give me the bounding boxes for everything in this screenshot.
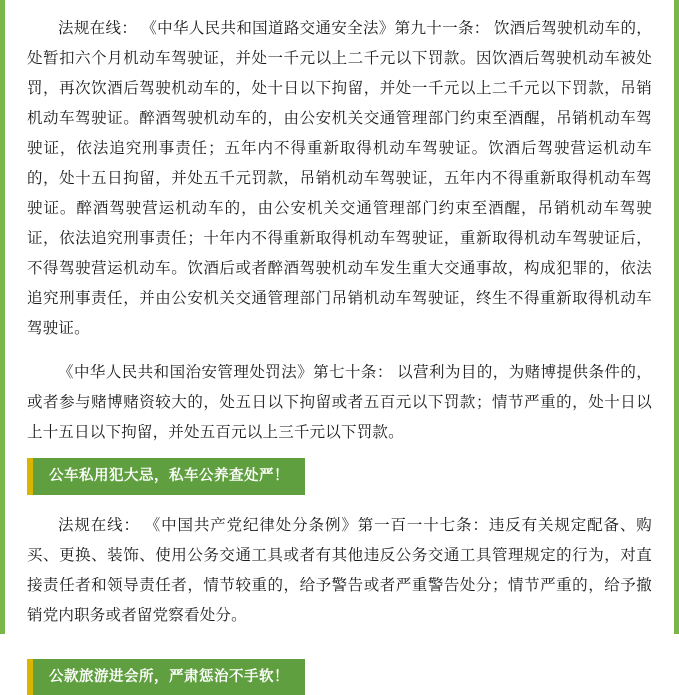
document-content bbox=[5, 0, 674, 695]
banner-spacer bbox=[27, 645, 652, 649]
banner-public-funded-tourism bbox=[27, 659, 652, 695]
banner-private-use-of-official-vehicles bbox=[27, 458, 652, 495]
banner-text-2: 公款旅游进会所，严肃惩治不手软！ bbox=[27, 659, 305, 695]
paragraph-public-security-administration-law: 《中华人民共和国治安管理处罚法》第七十条： 以营利为目的，为赌博提供条件的，或者参与赌博赌资较大的，处五日以下拘留或者五百元以下罚款；情节严重的，处十日以上十五日以下拘留，并处五百元以上三千元以下罚款。 bbox=[27, 358, 652, 448]
paragraph-road-traffic-safety-law: 法规在线： 《中华人民共和国道路交通安全法》第九十一条： 饮酒后驾驶机动车的，处暂扣六个月机动车驾驶证，并处一千元以上二千元以下罚款。因饮酒后驾驶机动车被处罚，再次饮酒后驾驶机动车的，处十日以下拘留，并处一千元以上二千元以下罚款，吊销机动车驾驶证。醉酒驾驶机动车的，由公安机关交通管理部门约束至酒醒，吊销机动车驾驶证，依法追究刑事责任；五年内不得重新取得机动车驾驶证。饮酒后驾驶营运机动车的，处十五日拘留，并处五千元罚款，吊销机动车驾驶证，五年内不得重新取得机动车驾驶证。醉酒驾驶营运机动车的，由公安机关交通管理部门约束至酒醒，吊销机动车驾驶证，依法追究刑事责任；十年内不得重新取得机动车驾驶证，重新取得机动车驾驶证后，不得驾驶营运机动车。饮酒后或者醉酒驾驶机动车发生重大交通事故，构成犯罪的，依法追究刑事责任，并由公安机关交通管理部门吊销机动车驾驶证，终生不得重新取得机动车驾驶证。 bbox=[27, 14, 652, 344]
paragraph-party-discipline-regulations: 法规在线： 《中国共产党纪律处分条例》第一百一十七条：违反有关规定配备、购买、更换、装饰、使用公务交通工具或者有其他违反公务交通工具管理规定的行为，对直接责任者和领导责任者，情节较重的，给予警告或者严重警告处分；情节严重的，给予撤销党内职务或者留党察看处分。 bbox=[27, 511, 652, 631]
banner-text-1: 公车私用犯大忌，私车公养查处严！ bbox=[27, 458, 305, 495]
